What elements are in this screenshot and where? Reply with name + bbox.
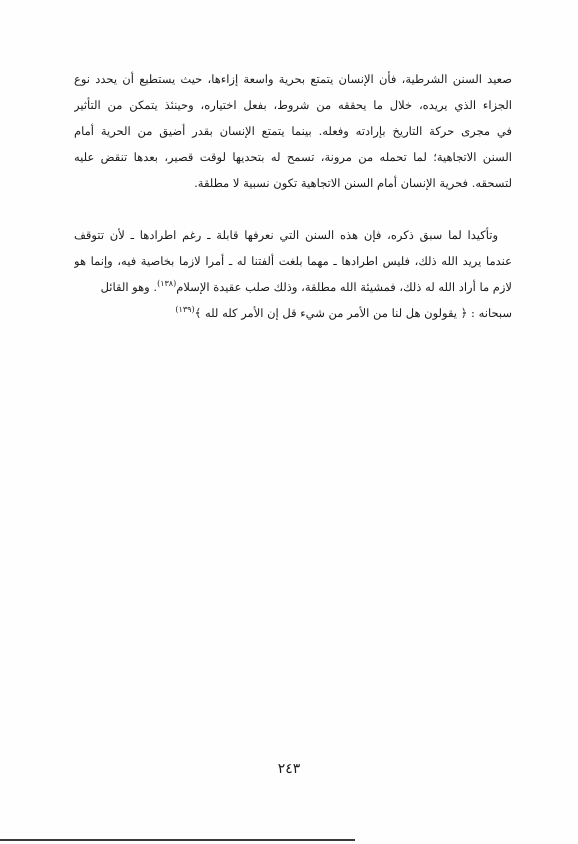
paragraph-1-line-1: صعيد السنن الشرطية، فأن الإنسان يتمتع بحرية واسعة إزاءها، حيث يستطيع أن يحدد نوع: [74, 72, 512, 86]
footnote-ref-139: (١٣٩): [175, 305, 195, 315]
paragraph-1: [74, 66, 512, 196]
paragraph-2-line-3: [74, 274, 512, 300]
bottom-divider: [0, 839, 355, 841]
line-3-text-end: . وهو القائل: [100, 280, 158, 294]
paragraph-1-line-3: في مجرى حركة التاريخ بإرادته وفعله. بينما يتمتع الإنسان بقدر أضيق من الحرية أمام: [74, 124, 512, 138]
footnote-ref-138: (١٣٨): [157, 279, 177, 289]
paragraph-2-line-1: وتأكيدا لما سبق ذكره، فإن هذه السنن التي نعرفها قابلة ـ رغم اطرادها ـ لأن تتوقف: [74, 228, 498, 242]
page-number: ٢٤٣: [277, 761, 301, 777]
paragraph-2: [74, 222, 512, 326]
line-3-text: لازم ما أراد الله له ذلك، فمشيئة الله مطلقة، وذلك صلب عقيدة الإسلام: [176, 280, 512, 294]
paragraph-2-line-2: عندما يريد الله ذلك، فليس اطرادها ـ مهما بلغت ألفتنا له ـ أمرا لازما بخاصية فيه، وإنما هو: [74, 254, 512, 268]
paragraph-1-line-4: السنن الاتجاهية؛ لما تحمله من مرونة، تسمح له بتحديها لوقت قصير، بعدها تنقض عليه: [74, 150, 512, 164]
paragraph-1-line-2: الجزاء الذي يريده، خلال ما يحققه من شروط، بفعل اختياره، وحينئذ يتمكن من التأثير: [74, 98, 512, 112]
paragraph-1-line-5: لتسحقه. فحرية الإنسان أمام السنن الاتجاهية تكون نسبية لا مطلقة.: [194, 176, 512, 190]
paragraph-2-line-4: [74, 300, 512, 326]
quran-verse: سبحانه : ﴿ يقولون هل لنا من الأمر من شيء قل إن الأمر كله لله ﴾: [194, 306, 512, 320]
